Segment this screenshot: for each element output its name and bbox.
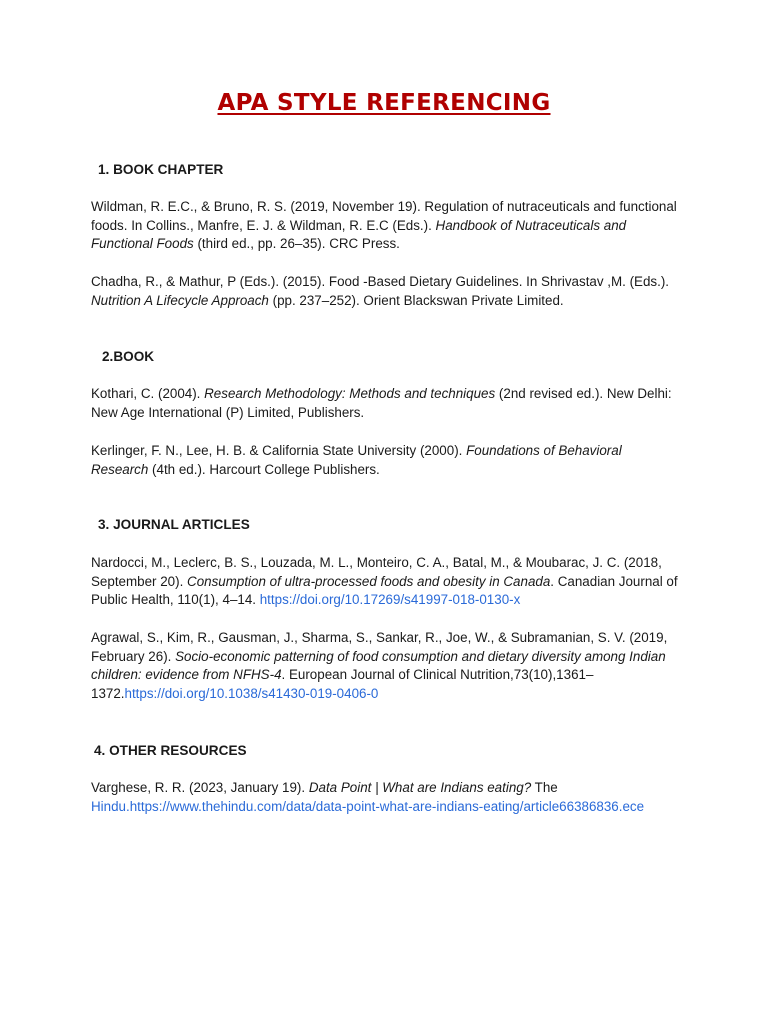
reference-text: Varghese, R. R. (2023, January 19).: [91, 780, 309, 795]
reference-text: (2nd revised ed.). New Delhi: New Age International (P) Limited, Publishers.: [91, 386, 672, 420]
reference-title: Consumption of ultra-processed foods and obesity in Canada: [187, 573, 551, 589]
reference-entry: [91, 629, 681, 704]
section-heading-journal-articles: 3. JOURNAL ARTICLES: [98, 517, 250, 532]
reference-entry: [91, 385, 681, 422]
reference-title: Handbook of Nutraceuticals and Functional Foods: [91, 217, 627, 252]
reference-text: Kothari, C. (2004).: [91, 386, 205, 401]
reference-text: Wildman, R. E.C., & Bruno, R. S. (2019, November 19). Regulation of nutraceuticals and functional foods. In Collins., Manfre, E. J. & Wildman, R. E.C (Eds.).: [91, 199, 677, 233]
reference-text: . Canadian Journal of Public Health, 110(1), 4–14.: [91, 573, 678, 608]
reference-title: Data Point | What are Indians eating?: [308, 780, 532, 795]
reference-text: (4th ed.). Harcourt College Publishers.: [148, 461, 380, 477]
section-heading-book-chapter: 1. BOOK CHAPTER: [98, 162, 224, 177]
reference-entry: [91, 273, 681, 310]
reference-text: (pp. 237–252). Orient Blackswan Private Limited.: [268, 292, 564, 308]
reference-entry: [91, 779, 691, 816]
reference-title: Nutrition A Lifecycle Approach: [91, 292, 269, 308]
reference-text: Kerlinger, F. N., Lee, H. B. & California State University (2000).: [91, 443, 467, 458]
reference-text: . European Journal of Clinical Nutrition,73(10),1361–1372.: [91, 667, 594, 702]
reference-text: Nardocci, M., Leclerc, B. S., Louzada, M. L., Monteiro, C. A., Batal, M., & Moubarac, J. C. (2018, September 20).: [91, 555, 662, 589]
reference-entry: [91, 198, 681, 254]
section-heading-book: 2.BOOK: [102, 349, 155, 364]
reference-title: Foundations of Behavioral Research: [91, 443, 622, 477]
reference-text: The: [531, 780, 558, 795]
doi-link[interactable]: https://doi.org/10.1038/s41430-019-0406-0: [124, 686, 379, 702]
reference-text: Agrawal, S., Kim, R., Gausman, J., Sharma, S., Sankar, R., Joe, W., & Subramanian, S. V. (2019, February 26).: [91, 630, 668, 664]
reference-entry: [91, 554, 681, 610]
reference-title: Socio-economic patterning of food consumption and dietary diversity among Indian children: evidence from NFHS-4: [91, 648, 666, 683]
reference-entry: [91, 442, 681, 479]
doi-link[interactable]: https://doi.org/10.17269/s41997-018-0130-x: [259, 592, 521, 608]
reference-text: Chadha, R., & Mathur, P (Eds.). (2015). Food -Based Dietary Guidelines. In Shrivastav ,M. (Eds.).: [91, 274, 670, 289]
web-link[interactable]: Hindu.https://www.thehindu.com/data/data-point-what-are-indians-eating/article66386836.ece: [91, 798, 645, 814]
page-title: APA STYLE REFERENCING: [217, 90, 551, 116]
reference-title: Research Methodology: Methods and techniques: [204, 386, 496, 401]
reference-text: (third ed., pp. 26–35). CRC Press.: [193, 236, 400, 252]
section-heading-other-resources: 4. OTHER RESOURCES: [94, 743, 247, 758]
